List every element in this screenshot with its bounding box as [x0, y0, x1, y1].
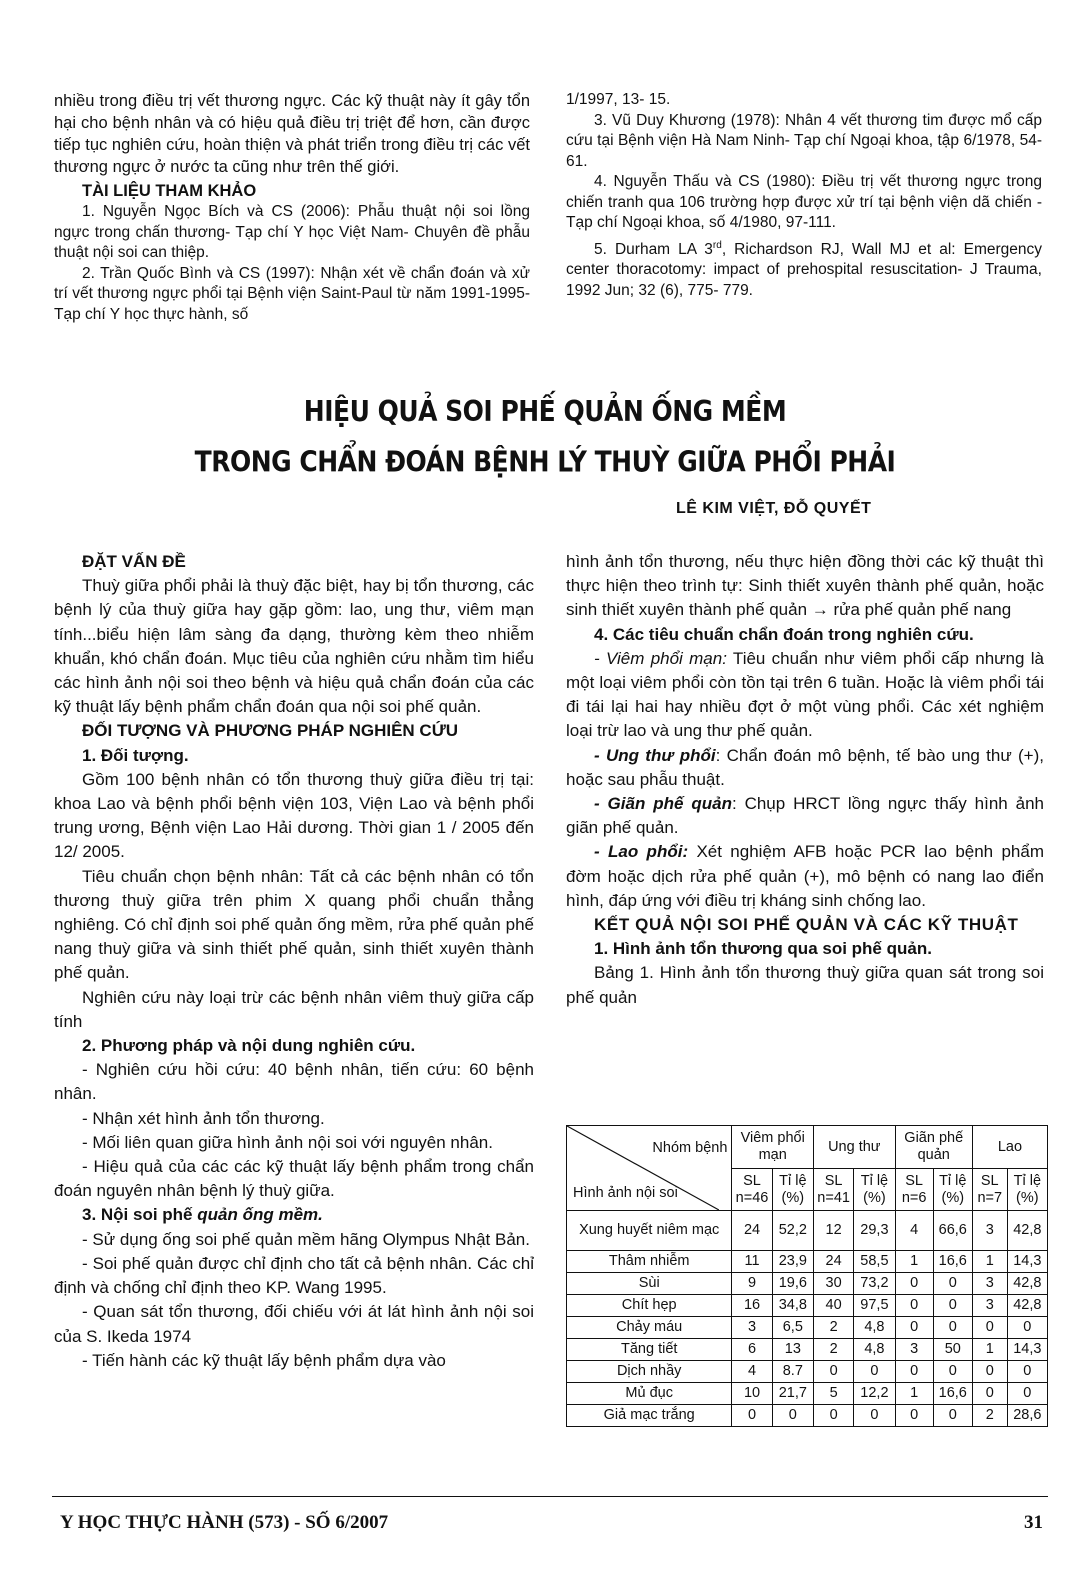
reference-4: 4. Nguyễn Thấu và CS (1980): Điều trị vết thương ngực trong chiến tranh qua 106 trường hợp được xử trí tại bệnh viện dã chiến - Tạp chí Ngoại khoa, số 4/1980, 97-111.	[566, 173, 1042, 231]
table-cell: 16	[732, 1295, 772, 1317]
table-subheader: SL n=6	[895, 1169, 933, 1211]
reference-1: 1. Nguyễn Ngọc Bích và CS (2006): Phẫu thuật nội soi lồng ngực trong chấn thương- Tạp chí Y học Việt Nam- Chuyên đề phẫu thuật nội soi can thiệp.	[54, 203, 530, 261]
article-title-line-1: HIỆU QUẢ SOI PHẾ QUẢN ỐNG MỀM	[303, 394, 787, 428]
table-row-label: Dịch nhầy	[567, 1361, 732, 1383]
journal-footer: Y HỌC THỰC HÀNH (573) - SỐ 6/2007	[60, 1512, 389, 1533]
table-row	[567, 1251, 1048, 1273]
method-2-heading: 2. Phương pháp và nội dung nghiên cứu.	[82, 1036, 416, 1056]
table-cell: 2	[814, 1339, 854, 1361]
criterion-1-term: - Viêm phổi mạn:	[594, 648, 727, 668]
method-3-heading	[54, 1203, 534, 1227]
table-cell: 24	[814, 1251, 854, 1273]
table-cell: 0	[732, 1405, 772, 1427]
table-row-label: Mủ đục	[567, 1383, 732, 1405]
article-authors: LÊ KIM VIỆT, ĐỖ QUYẾT	[676, 500, 872, 517]
corner-bottom-label: Hình ảnh nội soi	[573, 1185, 678, 1201]
prev-article-paragraph: nhiều trong điều trị vết thương ngực. Các kỹ thuật này ít gây tổn hại cho bệnh nhân và có hiệu quả điều trị triệt để hơn, cần được tiếp tục nghiên cứu, hoàn thiện và phát triển trong điều trị các vết thương ngực ở nước ta cũng như trên thế giới.	[54, 92, 530, 176]
method-item-4: - Hiệu quả của các các kỹ thuật lấy bệnh phẩm trong chẩn đoán nguyên nhân bệnh lý thuỳ giữa.	[54, 1157, 534, 1201]
table-subheader: Tỉ lệ (%)	[1007, 1169, 1047, 1211]
table-cell: 1	[972, 1251, 1007, 1273]
table-cell: 3	[895, 1339, 933, 1361]
table-cell: 14,3	[1007, 1251, 1047, 1273]
table-cell: 52,2	[772, 1211, 813, 1251]
reference-5	[566, 236, 1042, 302]
article-left-column	[54, 550, 534, 1373]
method-item-1: - Nghiên cứu hồi cứu: 40 bệnh nhân, tiến cứu: 60 bệnh nhân.	[54, 1060, 534, 1104]
table-row-label: Xung huyết niêm mạc	[567, 1211, 732, 1251]
continued-paragraph: hình ảnh tổn thương, nếu thực hiện đồng thời các kỹ thuật thì thực hiện theo trình tự: Sinh thiết xuyên thành phế quản, hoặc sinh thiết xuyên thành phế quản → rửa phế quản phế nang	[566, 552, 1044, 620]
reference-5-superscript: rd	[712, 239, 722, 251]
table-cell: 0	[972, 1317, 1007, 1339]
page-number: 31	[1024, 1512, 1043, 1533]
table-cell: 5	[814, 1383, 854, 1405]
reference-3: 3. Vũ Duy Khương (1978): Nhân 4 vết thương tim được mổ cấp cứu tại Bệnh viện Hà Nam Ninh- Tạp chí Ngoại khoa, tập 6/1978, 54- 61.	[566, 111, 1042, 170]
table-cell: 12	[814, 1211, 854, 1251]
method-3-heading-a: 3. Nội soi phế	[82, 1205, 198, 1225]
table-cell: 0	[933, 1361, 972, 1383]
table-row	[567, 1295, 1048, 1317]
references-heading: TÀI LIỆU THAM KHẢO	[82, 182, 257, 200]
table-subheader: Tỉ lệ (%)	[854, 1169, 895, 1211]
reference-2-continued: 1/1997, 13- 15.	[566, 91, 671, 108]
table-cell: 0	[1007, 1361, 1047, 1383]
table-cell: 2	[814, 1317, 854, 1339]
table-row-label: Thâm nhiễm	[567, 1251, 732, 1273]
table-cell: 11	[732, 1251, 772, 1273]
table-row	[567, 1339, 1048, 1361]
table-subheader: Tỉ lệ (%)	[933, 1169, 972, 1211]
method-item-2: - Nhận xét hình ảnh tổn thương.	[82, 1108, 325, 1128]
intro-paragraph: Thuỳ giữa phổi phải là thuỳ đặc biệt, hay bị tổn thương, các bệnh lý của thuỳ giữa hay gặp gồm: lao, ung thư, viêm mạn tính...biểu hiện lâm sàng đa dạng, thường kèm theo nhiễm khuẩn, khó chẩn đoán. Mục tiêu của nghiên cứu nhằm tìm hiểu các hình ảnh nội soi theo bệnh và hiệu quả chẩn đoán của các kỹ thuật lấy bệnh phẩm chẩn đoán qua nội soi phế quản.	[54, 576, 534, 717]
table-subheader: Tỉ lệ (%)	[772, 1169, 813, 1211]
table-cell: 0	[854, 1361, 895, 1383]
criterion-3-term: - Giãn phế quản	[594, 794, 732, 814]
table-cell: 34,8	[772, 1295, 813, 1317]
criterion-2-term: - Ung thư phổi	[594, 745, 716, 765]
table-cell: 0	[772, 1405, 813, 1427]
table-cell: 40	[814, 1295, 854, 1317]
table-cell: 3	[972, 1273, 1007, 1295]
exclusion-paragraph: Nghiên cứu này loại trừ các bệnh nhân viêm thuỳ giữa cấp tính	[54, 987, 534, 1031]
article-right-column	[566, 550, 1044, 1010]
methods-heading: ĐỐI TƯỢNG VÀ PHƯƠNG PHÁP NGHIÊN CỨU	[82, 721, 459, 741]
method-item-3: - Mối liên quan giữa hình ảnh nội soi với nguyên nhân.	[82, 1132, 493, 1152]
table-cell: 0	[895, 1405, 933, 1427]
criterion-2-text: : Chẩn đoán mô bệnh, tế bào ung thư (+), hoặc sau phẫu thuật.	[566, 745, 1044, 789]
table-row	[567, 1361, 1048, 1383]
table-cell: 13	[772, 1339, 813, 1361]
corner-top-label: Nhóm bệnh	[652, 1140, 728, 1156]
table-row	[567, 1317, 1048, 1339]
criterion-3-text: : Chụp HRCT lồng ngực thấy hình ảnh giãn phế quản.	[566, 794, 1044, 838]
table-caption: Bảng 1. Hình ảnh tổn thương thuỳ giữa quan sát trong soi phế quản	[566, 963, 1044, 1007]
table-cell: 29,3	[854, 1211, 895, 1251]
subjects-heading: 1. Đối tượng.	[82, 745, 189, 765]
table-cell: 97,5	[854, 1295, 895, 1317]
table-cell: 0	[814, 1405, 854, 1427]
table-row-label: Tăng tiết	[567, 1339, 732, 1361]
table-cell: 6,5	[772, 1317, 813, 1339]
prev-article-left-column	[54, 90, 530, 325]
table-cell: 4	[895, 1211, 933, 1251]
table-cell: 50	[933, 1339, 972, 1361]
table-cell: 0	[895, 1317, 933, 1339]
reference-5-part-b: , Richardson RJ, Wall MJ et al: Emergency center thoracotomy: impact of prehospital resuscitation- J Trauma, 1992 Jun; 32 (6), 775- 779.	[566, 240, 1043, 299]
table-cell: 28,6	[1007, 1405, 1047, 1427]
table-row	[567, 1211, 1048, 1251]
table-cell: 8.7	[772, 1361, 813, 1383]
table-cell: 10	[732, 1383, 772, 1405]
table-cell: 0	[854, 1405, 895, 1427]
table-cell: 3	[972, 1211, 1007, 1251]
subjects-paragraph: Gồm 100 bệnh nhân có tổn thương thuỳ giữa điều trị tại: khoa Lao và bệnh phổi bệnh viện 103, Viện Lao và bệnh phổi trung ương, Bệnh viện Lao Hải dương. Thời gian 1 / 2005 đến 12/ 2005.	[54, 769, 534, 862]
table-cell: 58,5	[854, 1251, 895, 1273]
table-cell: 16,6	[933, 1383, 972, 1405]
criterion-bronchiectasis	[566, 792, 1044, 840]
table-cell: 3	[972, 1295, 1007, 1317]
table-cell: 14,3	[1007, 1339, 1047, 1361]
footer-rule	[52, 1496, 1048, 1497]
table-cell: 42,8	[1007, 1295, 1047, 1317]
endoscopy-item-2: - Soi phế quản được chỉ định cho tất cả bệnh nhân. Các chỉ định và chống chỉ định theo KP. Wang 1995.	[54, 1253, 534, 1298]
table-cell: 19,6	[772, 1273, 813, 1295]
table-cell: 16,6	[933, 1251, 972, 1273]
table-cell: 0	[933, 1317, 972, 1339]
endoscopy-item-1: - Sử dụng ống soi phế quản mềm hãng Olympus Nhật Bản.	[82, 1229, 530, 1249]
table-cell: 0	[895, 1361, 933, 1383]
table-cell: 12,2	[854, 1383, 895, 1405]
table-row-label: Chảy máu	[567, 1317, 732, 1339]
table-cell: 4	[732, 1361, 772, 1383]
table-subheader: SL n=46	[732, 1169, 772, 1211]
table-cell: 0	[1007, 1317, 1047, 1339]
method-3-heading-b: quản ống mềm.	[197, 1205, 323, 1225]
table-group-header: Viêm phổi mạn	[732, 1126, 814, 1169]
intro-heading: ĐẶT VẤN ĐỀ	[82, 552, 186, 571]
table-cell: 73,2	[854, 1273, 895, 1295]
table-row-label: Sùi	[567, 1273, 732, 1295]
table-cell: 24	[732, 1211, 772, 1251]
criterion-chronic-pneumonia	[566, 647, 1044, 744]
table-cell: 1	[972, 1339, 1007, 1361]
table-body	[567, 1211, 1048, 1427]
table-cell: 0	[814, 1361, 854, 1383]
table-row-label: Chít hẹp	[567, 1295, 732, 1317]
table-cell: 3	[732, 1317, 772, 1339]
table-group-header: Giãn phế quản	[895, 1126, 972, 1169]
table-row	[567, 1383, 1048, 1405]
table-cell: 4,8	[854, 1339, 895, 1361]
table-cell: 66,6	[933, 1211, 972, 1251]
article-title-line-2: TRONG CHẨN ĐOÁN BỆNH LÝ THUỲ GIỮA PHỔI PHẢI	[194, 445, 896, 479]
criterion-4-term: - Lao phổi:	[594, 842, 689, 862]
table-cell: 0	[895, 1273, 933, 1295]
criteria-paragraph: Tiêu chuẩn chọn bệnh nhân: Tất cả các bệnh nhân có tổn thương thuỳ giữa trên phim X quang phổi chuẩn thẳng nghiêng. Có chỉ định soi phế quản ống mềm, rửa phế quản phế nang thuỳ giữa và sinh thiết phế quản, sinh thiết xuyên thành phế quản.	[54, 866, 534, 983]
table-row-label: Giả mạc trắng	[567, 1405, 732, 1427]
table-cell: 9	[732, 1273, 772, 1295]
result-1-heading: 1. Hình ảnh tổn thương qua soi phế quản.	[594, 939, 932, 959]
table-row	[567, 1273, 1048, 1295]
criterion-tuberculosis	[566, 840, 1044, 913]
table-cell: 0	[895, 1295, 933, 1317]
table-cell: 23,9	[772, 1251, 813, 1273]
table-cell: 0	[972, 1361, 1007, 1383]
table-cell: 1	[895, 1251, 933, 1273]
table-header-row	[567, 1126, 1048, 1169]
reference-2: 2. Trần Quốc Bình và CS (1997): Nhận xét về chẩn đoán và xử trí vết thương ngực phổi tại Bệnh viện Saint-Paul từ năm 1991-1995- Tạp chí Y học thực hành, số	[54, 264, 530, 323]
reference-5-part-a: 5. Durham LA 3	[594, 240, 713, 258]
table-cell: 0	[933, 1405, 972, 1427]
table-cell: 0	[933, 1273, 972, 1295]
table-cell: 1	[895, 1383, 933, 1405]
results-heading: KẾT QUẢ NỘI SOI PHẾ QUẢN VÀ CÁC KỸ THUẬT	[594, 915, 1019, 935]
table-cell: 6	[732, 1339, 772, 1361]
criteria-heading: 4. Các tiêu chuẩn chẩn đoán trong nghiên cứu.	[594, 624, 974, 644]
table-cell: 30	[814, 1273, 854, 1295]
table-cell: 2	[972, 1405, 1007, 1427]
table-corner-cell	[567, 1126, 732, 1211]
table-row	[567, 1405, 1048, 1427]
table-group-header: Lao	[972, 1126, 1047, 1169]
criterion-lung-cancer	[566, 744, 1044, 792]
prev-article-right-column	[566, 90, 1042, 301]
table-subheader: SL n=7	[972, 1169, 1007, 1211]
table-subheader: SL n=41	[814, 1169, 854, 1211]
table-cell: 4,8	[854, 1317, 895, 1339]
table-cell: 0	[972, 1383, 1007, 1405]
table-cell: 42,8	[1007, 1211, 1047, 1251]
criterion-4-text: Xét nghiệm AFB hoặc PCR lao bệnh phẩm đờm hoặc dịch rửa phế quản (+), mô bệnh có nang lao điển hình, đáp ứng với điều trị kháng sinh chống lao.	[566, 842, 1045, 910]
table-cell: 21,7	[772, 1383, 813, 1405]
table-1	[566, 1125, 1048, 1427]
criterion-1-text: Tiêu chuẩn như viêm phổi cấp nhưng là một loại viêm phổi còn tồn tại trên 6 tuần. Hoặc là viêm phổi tái đi tái lại hai hay nhiều đợt ở một vùng phổi. Các xét nghiệm loại trừ lao và ung thư phế quản.	[566, 648, 1044, 741]
table-group-header: Ung thư	[814, 1126, 896, 1169]
table-cell: 0	[933, 1295, 972, 1317]
endoscopy-item-3: - Quan sát tổn thương, đối chiếu với át lát hình ảnh nội soi của S. Ikeda 1974	[54, 1302, 534, 1346]
table-cell: 0	[1007, 1383, 1047, 1405]
table-cell: 42,8	[1007, 1273, 1047, 1295]
article-title	[0, 386, 1090, 487]
endoscopy-item-4: - Tiến hành các kỹ thuật lấy bệnh phẩm dựa vào	[82, 1350, 446, 1370]
